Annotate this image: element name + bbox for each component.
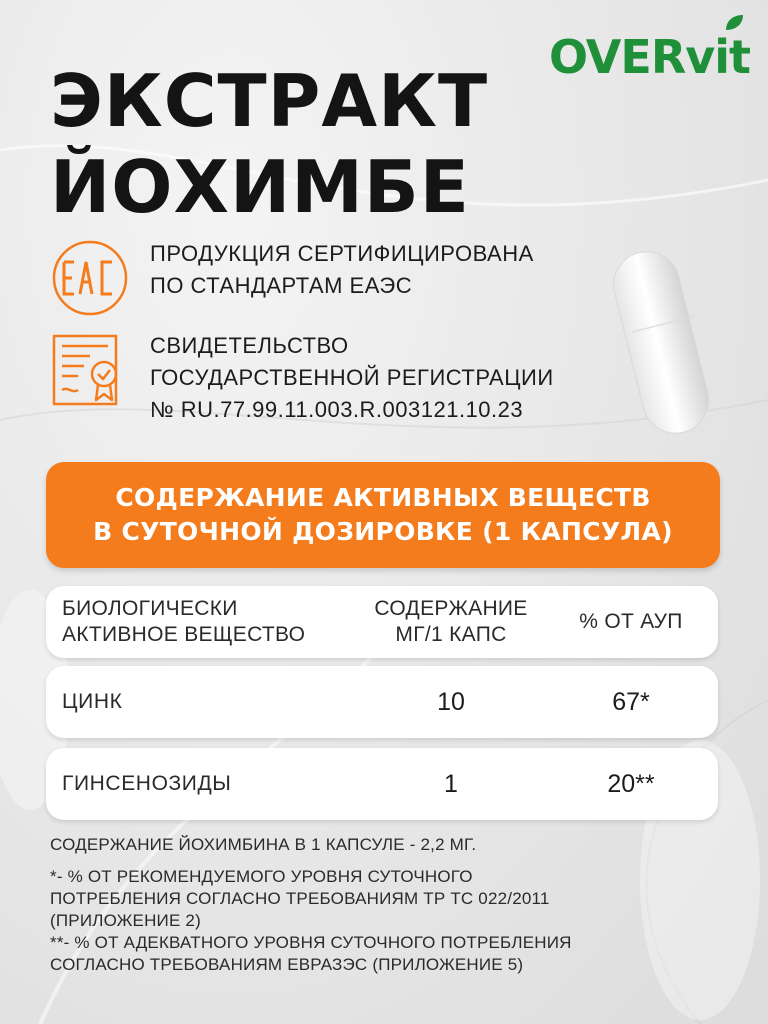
brand-logo bbox=[548, 20, 750, 84]
table-row bbox=[46, 666, 718, 738]
substance-percent: 20** bbox=[607, 769, 655, 798]
product-title-line-2: ЙОХИМБЕ bbox=[50, 145, 470, 229]
header-content bbox=[346, 586, 556, 658]
eac-certification-text bbox=[150, 238, 534, 302]
header-content-line-1: СОДЕРЖАНИЕ bbox=[374, 597, 528, 620]
certificate-icon bbox=[50, 330, 130, 410]
footnote-2-line-1: **- % ОТ АДЕКВАТНОГО УРОВНЯ СУТОЧНОГО ПОТРЕБЛЕНИЯ bbox=[50, 933, 572, 952]
header-percent-label: % ОТ АУП bbox=[579, 610, 683, 633]
registration-line-2: ГОСУДАРСТВЕННОЙ РЕГИСТРАЦИИ bbox=[150, 365, 554, 390]
registration-text bbox=[150, 330, 554, 426]
header-substance bbox=[62, 586, 352, 658]
footnote-1-line-1: *- % ОТ РЕКОМЕНДУЕМОГО УРОВНЯ СУТОЧНОГО bbox=[50, 867, 473, 886]
banner-line-1: СОДЕРЖАНИЕ АКТИВНЫХ ВЕЩЕСТВ bbox=[115, 483, 651, 512]
footnote-2-line-2: СОГЛАСНО ТРЕБОВАНИЯМ ЕВРАЗЭС (ПРИЛОЖЕНИЕ 5) bbox=[50, 955, 524, 974]
capsule-image bbox=[600, 240, 740, 440]
product-title bbox=[50, 58, 488, 230]
leaf-icon bbox=[724, 14, 744, 32]
active-substances-banner bbox=[46, 462, 720, 568]
eac-icon bbox=[50, 238, 130, 318]
state-registration bbox=[50, 330, 554, 426]
substance-name: ГИНСЕНОЗИДЫ bbox=[62, 772, 232, 795]
eac-line-2: ПО СТАНДАРТАМ ЕАЭС bbox=[150, 273, 413, 298]
table-row bbox=[46, 748, 718, 820]
table-header-row bbox=[46, 586, 718, 658]
header-substance-line-1: БИОЛОГИЧЕСКИ bbox=[62, 597, 238, 620]
product-title-line-1: ЭКСТРАКТ bbox=[50, 59, 489, 143]
eac-certification bbox=[50, 238, 534, 318]
substance-amount: 1 bbox=[444, 769, 458, 798]
header-substance-line-2: АКТИВНОЕ ВЕЩЕСТВО bbox=[62, 623, 306, 646]
footnote-1-line-3: (ПРИЛОЖЕНИЕ 2) bbox=[50, 911, 201, 930]
yohimbine-note: СОДЕРЖАНИЕ ЙОХИМБИНА В 1 КАПСУЛЕ - 2,2 МГ. bbox=[50, 835, 477, 854]
footnotes bbox=[50, 834, 730, 976]
substance-name: ЦИНК bbox=[62, 690, 123, 713]
substance-percent: 67* bbox=[612, 687, 650, 716]
eac-line-1: ПРОДУКЦИЯ СЕРТИФИЦИРОВАНА bbox=[150, 241, 534, 266]
banner-line-2: В СУТОЧНОЙ ДОЗИРОВКЕ (1 КАПСУЛА) bbox=[93, 517, 673, 546]
brand-logo-text: OVERvit bbox=[548, 30, 750, 84]
header-percent bbox=[556, 586, 706, 658]
substance-amount: 10 bbox=[437, 687, 465, 716]
registration-number: № RU.77.99.11.003.R.003121.10.23 bbox=[150, 397, 524, 422]
footnote-1-line-2: ПОТРЕБЛЕНИЯ СОГЛАСНО ТРЕБОВАНИЯМ ТР ТС 022/2011 bbox=[50, 889, 550, 908]
registration-line-1: СВИДЕТЕЛЬСТВО bbox=[150, 333, 349, 358]
header-content-line-2: МГ/1 КАПС bbox=[395, 623, 507, 646]
